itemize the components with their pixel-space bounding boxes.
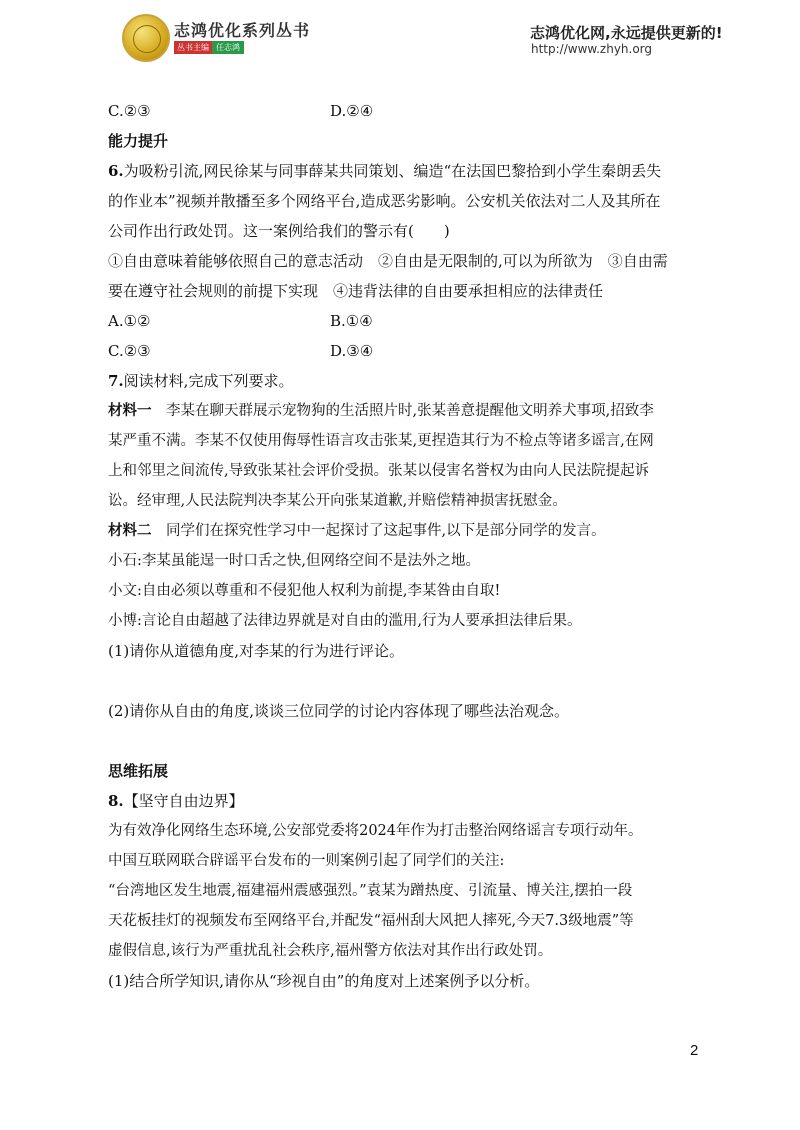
q8-line-5: 虚假信息,该行为严重扰乱社会秩序,福州警方依法对其作出行政处罚。 — [108, 943, 553, 959]
q8-title: 8.【坚守自由边界】 — [108, 792, 244, 810]
q6-line-3: 公司作出行政处罚。这一案例给我们的警示有( ) — [108, 222, 450, 240]
q8-line-4: 天花板挂灯的视频发布至网络平台,并配发“福州刮大风把人摔死,今天7.3级地震”等 — [108, 913, 634, 929]
speech-xiaobo: 小博:言论自由超越了法律边界就是对自由的滥用,行为人要承担法律后果。 — [108, 613, 582, 629]
q6-line-5: 要在遵守社会规则的前提下实现 ④违背法律的自由要承担相应的法律责任 — [108, 282, 604, 300]
q7-material1-line-2: 某严重不满。李某不仅使用侮辱性语言攻击张某,更捏造其行为不检点等诸多谣言,在网 — [108, 433, 654, 449]
material2-label: 材料二 — [108, 523, 152, 539]
q7-stem: 7.阅读材料,完成下列要求。 — [108, 372, 294, 390]
q5-options — [108, 96, 708, 126]
q7-material2: 材料二 同学们在探究性学习中一起探讨了这起事件,以下是部分同学的发言。 — [108, 523, 606, 539]
series-title: 志鸿优化系列丛书 — [174, 21, 311, 40]
q6-option-c: C.②③ — [108, 342, 151, 360]
document-body — [108, 96, 708, 996]
material1-label: 材料一 — [108, 403, 152, 419]
page-number: 2 — [690, 1042, 699, 1059]
q7-subquestion-2: (2)请你从自由的角度,谈谈三位同学的讨论内容体现了哪些法治观念。 — [108, 702, 570, 720]
editor-label: 丛书主编 — [174, 41, 212, 54]
q7-material1-line-4: 讼。经审理,人民法院判决李某公开向张某道歉,并赔偿精神损害抚慰金。 — [108, 493, 567, 509]
publisher-logo-icon — [122, 14, 170, 62]
q8-line-1: 为有效净化网络生态环境,公安部党委将2024年作为打击整治网络谣言专项行动年。 — [108, 823, 643, 839]
q6-number: 6. — [108, 162, 124, 180]
q6-line-1: 6.为吸粉引流,网民徐某与同事薛某共同策划、编造“在法国巴黎拾到小学生秦朗丢失 — [108, 162, 662, 180]
q7-subquestion-1: (1)请你从道德角度,对李某的行为进行评论。 — [108, 642, 405, 660]
q5-option-d: D.②④ — [330, 102, 374, 120]
section-thinking: 思维拓展 — [108, 762, 169, 780]
page-header — [0, 0, 800, 72]
header-slogan: 志鸿优化网,永远提供更新的! — [530, 24, 723, 42]
q7-number: 7. — [108, 372, 124, 390]
q6-option-d: D.③④ — [330, 342, 374, 360]
q6-option-b: B.①④ — [330, 312, 373, 330]
q8-line-2: 中国互联网联合辟谣平台发布的一则案例引起了同学们的关注: — [108, 853, 505, 869]
q6-options-cd — [108, 336, 708, 366]
q5-option-c: C.②③ — [108, 102, 151, 120]
speech-xiaoshi: 小石:李某虽能逞一时口舌之快,但网络空间不是法外之地。 — [108, 553, 480, 569]
q8-number: 8. — [108, 792, 124, 810]
q7-material1-line-1: 材料一 李某在聊天群展示宠物狗的生活照片时,张某善意提醒他文明养犬事项,招致李 — [108, 403, 654, 419]
q6-line-2: 的作业本”视频并散播至多个网络平台,造成恶劣影响。公安机关依法对二人及其所在 — [108, 192, 661, 210]
q6-line-4: ①自由意味着能够依照自己的意志活动 ②自由是无限制的,可以为所欲为 ③自由需 — [108, 252, 668, 270]
editor-name: 任志鸿 — [212, 41, 244, 54]
q8-line-3: “台湾地区发生地震,福建福州震感强烈。”袁某为蹭热度、引流量、博关注,摆拍一段 — [108, 883, 633, 899]
speech-xiaowen: 小文:自由必须以尊重和不侵犯他人权利为前提,李某咎由自取! — [108, 583, 501, 599]
q6-option-a: A.①② — [108, 312, 151, 330]
q6-options-ab — [108, 306, 708, 336]
section-ability: 能力提升 — [108, 132, 169, 150]
q8-subquestion-1: (1)结合所学知识,请你从“珍视自由”的角度对上述案例予以分析。 — [108, 972, 540, 990]
q7-material1-line-3: 上和邻里之间流传,导致张某社会评价受损。张某以侵害名誉权为由向人民法院提起诉 — [108, 463, 650, 479]
header-url: http://www.zhyh.org — [531, 42, 653, 56]
